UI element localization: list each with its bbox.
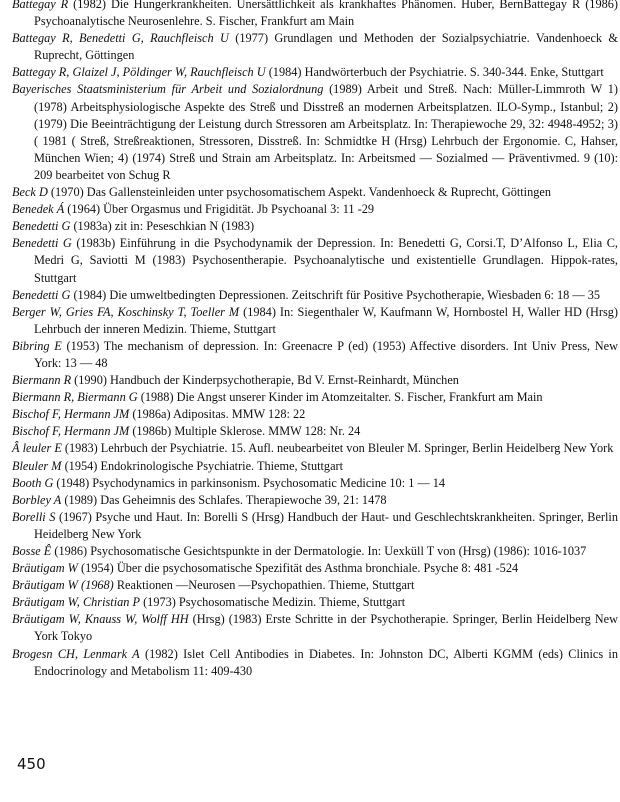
reference-entry (12, 81, 618, 184)
reference-text: (1984) Die umweltbedingten Depressionen. Zeitschrift für Positive Psychotherapie, Wiesbaden 6: 18 — 35 (70, 287, 601, 302)
reference-text: (1984) In: Siegenthaler W, Kaufmann W, Hornbostel H, Waller HD (Hrsg) Lehrbuch der inneren Medizin. Thieme, Stuttgart (34, 304, 618, 336)
reference-author: Â leuler E (12, 441, 62, 456)
reference-entry (12, 543, 618, 560)
reference-author: Benedetti G (12, 219, 71, 234)
reference-entry (12, 372, 618, 389)
reference-text: (1989) Arbeit und Streß. Nach: Müller-Limmroth W 1) (1978) Arbeitsphysiologische Aspekte des Streß und Disstreß an modernen Arbeitsplatzen. ILO-Symp., Istanbul; 2) (1979) Die Beeinträchtigung der Leistung durch Stressoren am Arbeitsplatz. In: Therapiewoche 29, 32: 4948-4952; 3) ( 1981 ( Streß, Streßreaktionen, Stressoren, Disstreß. In: Schmidtke H (Hrsg) Lehrbuch der Ergonomie. C, Hahser, München Wien; 4) (1974) Streß und Strain am Arbeitsplatz. In: Arbeitsmed — Sozialmed — Präventivmed. 9 (10): 209 bearbeitet von Schug R (34, 82, 618, 182)
reference-text: (1948) Psychodynamics in parkinsonism. Psychosomatic Medicine 10: 1 — 14 (53, 475, 446, 490)
page-number: 450 (17, 755, 46, 773)
reference-author: Battegay R, Glaizel J, Pöldinger W, Rauchfleisch U (12, 65, 266, 80)
reference-author: Bosse Ê (12, 544, 52, 558)
reference-text: (1986) Psychosomatische Gesichtspunkte in der Dermatologie. In: Uexküll T von (Hrsg) (1986): 1016-1037 (51, 544, 587, 558)
reference-entry (12, 406, 618, 423)
reference-author: Bräutigam W, Knauss W, Wolff HH (12, 612, 189, 627)
reference-text: (1986b) Multiple Sklerose. MMW 128: Nr. 24 (129, 424, 361, 439)
reference-list (12, 0, 618, 680)
reference-author: Berger W, Gries FA, Koschinsky T, Toeller M (12, 304, 240, 319)
reference-author: Beck D (12, 185, 48, 200)
reference-text: Reaktionen —Neurosen —Psychopathien. Thieme, Stuttgart (113, 578, 415, 593)
reference-author: Booth G (12, 475, 54, 490)
reference-text: (1964) Über Orgasmus und Frigidität. Jb Psychoanal 3: 11 -29 (64, 202, 375, 217)
reference-entry (12, 235, 618, 286)
reference-author: Benedetti G (12, 236, 72, 251)
reference-entry (12, 304, 618, 338)
reference-entry (12, 577, 618, 594)
reference-entry (12, 218, 618, 235)
reference-text: (1983a) zit in: Peseschkian N (1983) (70, 219, 255, 234)
reference-entry (12, 560, 618, 577)
reference-text: (1986a) Adipositas. MMW 128: 22 (129, 407, 306, 422)
reference-text: (1982) Die Hungerkrankheiten. Unersättlichkeit als krankhaftes Phänomen. Huber, BernBattegay R (1986) Psychoanalytische Neurosenlehre. S. Fischer, Frankfurt am Main (34, 0, 618, 29)
reference-text: (1988) Die Angst unserer Kinder im Atomzeitalter. S. Fischer, Frankfurt am Main (137, 390, 543, 405)
reference-entry (12, 475, 618, 492)
reference-text: (1954) Über die psychosomatische Spezifität des Asthma bronchiale. Psyche 8: 481 -524 (77, 561, 519, 576)
reference-author: Borbley A (12, 492, 62, 507)
reference-entry (12, 64, 618, 81)
reference-entry (12, 0, 618, 30)
reference-author: Bischof F, Hermann JM (12, 424, 130, 439)
reference-author: Biermann R, Biermann G (12, 390, 138, 405)
reference-entry (12, 338, 618, 372)
reference-text: (1954) Endokrinologische Psychiatrie. Thieme, Stuttgart (61, 458, 344, 473)
reference-entry (12, 423, 618, 440)
reference-author: Borelli S (12, 509, 56, 524)
reference-entry (12, 389, 618, 406)
reference-entry (12, 287, 618, 304)
reference-text: (1973) Psychosomatische Medizin. Thieme, Stuttgart (140, 595, 406, 610)
reference-author: Benedetti G (12, 287, 71, 302)
reference-author: Bräutigam W (12, 561, 78, 576)
reference-text: (1982) Islet Cell Antibodies in Diabetes. In: Johnston DC, Alberti KGMM (eds) Clinics in Endocrinology and Metabolism 11: 409-430 (34, 646, 618, 678)
reference-entry (12, 492, 618, 509)
reference-author: Bayerisches Staatsministerium für Arbeit und Sozialordnung (12, 82, 324, 97)
reference-entry (12, 646, 618, 680)
reference-text: (1984) Handwörterbuch der Psychiatrie. S. 340-344. Enke, Stuttgart (265, 65, 604, 80)
reference-entry (12, 458, 618, 475)
reference-text: (1990) Handbuch der Kinderpsychotherapie, Bd V. Ernst-Reinhardt, München (71, 373, 459, 388)
reference-author: Battegay R, Benedetti G, Rauchfleisch U (12, 31, 229, 46)
reference-text: (1967) Psyche und Haut. In: Borelli S (Hrsg) Handbuch der Haut- und Geschlechtskrankheiten. Springer, Berlin Heidelberg New York (34, 509, 618, 541)
reference-entry (12, 201, 618, 218)
reference-text: (1977) Grundlagen und Methoden der Sozialpsychiatrie. Vandenhoeck & Ruprecht, Göttingen (34, 31, 618, 63)
reference-author: Bischof F, Hermann JM (12, 407, 130, 422)
reference-text: (1953) The mechanism of depression. In: Greenacre P (ed) (1953) Affective disorders. Int Univ Press, New York: 13 — 48 (34, 338, 618, 370)
reference-author: Biermann R (12, 373, 72, 388)
reference-author: Bräutigam W, Christian P (12, 595, 140, 610)
reference-entry (12, 594, 618, 611)
reference-text: (Hrsg) (1983) Erste Schritte in der Psychotherapie. Springer, Berlin Heidelberg New York Tokyo (34, 612, 618, 644)
reference-author: Bräutigam W (1968) (12, 578, 114, 593)
reference-author: Benedek Á (12, 202, 65, 217)
reference-entry (12, 184, 618, 201)
reference-author: Bleuler M (12, 458, 62, 473)
reference-entry (12, 440, 618, 457)
reference-text: (1970) Das Gallensteinleiden unter psychosomatischem Aspekt. Vandenhoeck & Ruprecht, Göttingen (47, 185, 551, 200)
reference-author: Bibring E (12, 338, 62, 353)
reference-author: Battegay R (12, 0, 69, 11)
reference-entry (12, 30, 618, 64)
reference-text: (1989) Das Geheimnis des Schlafes. Therapiewoche 39, 21: 1478 (61, 492, 387, 507)
reference-entry (12, 509, 618, 543)
reference-entry (12, 611, 618, 645)
reference-text: (1983) Lehrbuch der Psychiatrie. 15. Aufl. neubearbeitet von Bleuler M. Springer, Berlin Heidelberg New York (61, 441, 614, 456)
reference-text: (1983b) Einführung in die Psychodynamik der Depression. In: Benedetti G, Corsi.T, D’Alfonso L, Elia C, Medri G, Saviotti M (1983) Psychosentherapie. Psychoanalytische und existentielle Grundlagen. Hippok-rates, Stuttgart (34, 236, 618, 285)
reference-author: Brogesn CH, Lenmark A (12, 646, 140, 661)
